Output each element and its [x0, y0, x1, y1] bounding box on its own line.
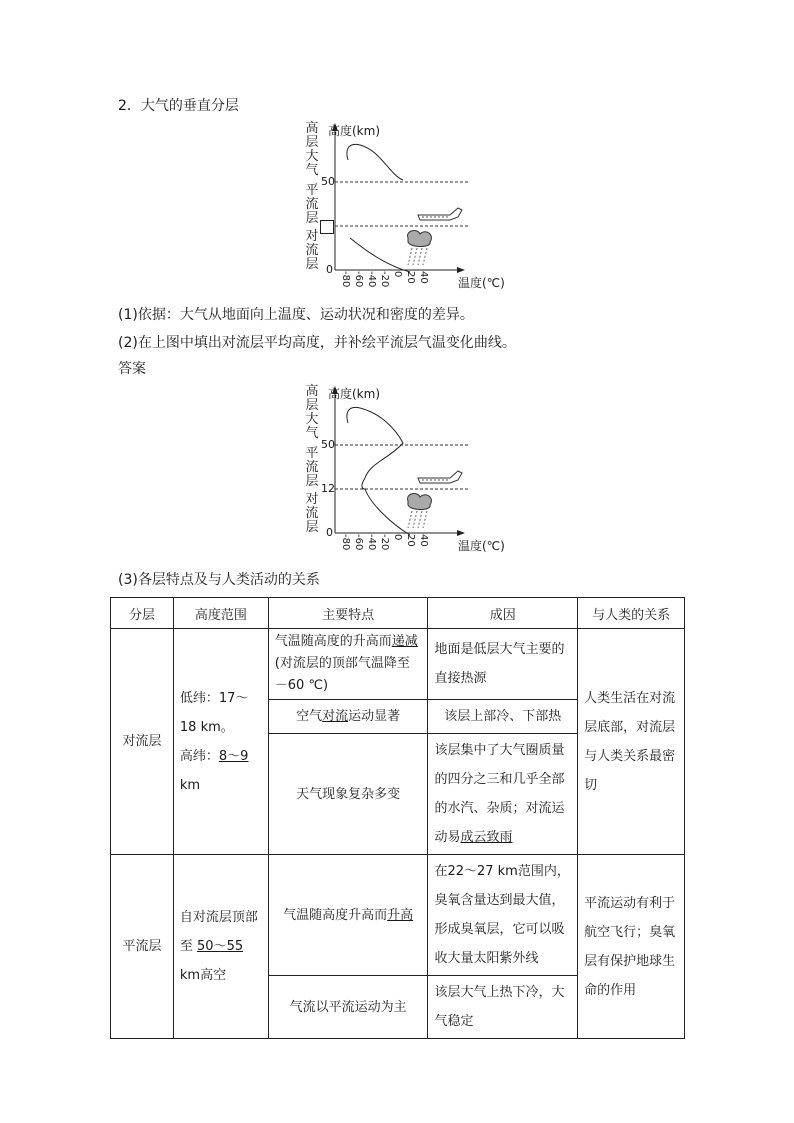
stratosphere-cause-2: 该层大气上热下冷，大气稳定 — [428, 976, 578, 1039]
label-troposphere: 对流层 — [305, 229, 319, 272]
x-tick: -20 — [379, 534, 390, 551]
blank-answer-box — [320, 220, 334, 234]
troposphere-relation: 人类生活在对流层底部，对流层与人类关系最密切 — [578, 629, 685, 855]
x-tick: 20 — [405, 534, 416, 547]
troposphere-feature-3: 天气现象复杂多变 — [268, 734, 428, 855]
table-caption: (3)各层特点及与人类活动的关系 — [118, 572, 320, 588]
answer-label: 答案 — [118, 361, 146, 377]
troposphere-range: 低纬：17～18 km。 高纬：8～9 km — [173, 629, 268, 855]
stratosphere-feature-2: 气流以平流运动为主 — [268, 976, 428, 1039]
x-tick: -60 — [353, 271, 364, 288]
table-row — [111, 629, 685, 700]
y-tick-0: 0 — [326, 526, 333, 539]
atmosphere-diagram-question — [290, 120, 520, 300]
y-tick-0: 0 — [326, 263, 333, 276]
troposphere-cause-2: 该层上部冷、下部热 — [428, 700, 578, 734]
section-heading: 2．大气的垂直分层 — [118, 98, 239, 114]
basis-line: (1)依据：大气从地面向上温度、运动状况和密度的差异。 — [118, 307, 474, 323]
layer-name-stratosphere: 平流层 — [111, 855, 174, 1039]
stratosphere-relation: 平流运动有利于航空飞行；臭氧层有保护地球生命的作用 — [578, 855, 685, 1039]
atmosphere-diagram-answer — [290, 383, 520, 563]
x-tick: -60 — [353, 534, 364, 551]
y-axis-label: 高度(km) — [328, 124, 381, 138]
y-tick-12: 12 — [321, 482, 335, 495]
x-axis-label: 温度(℃) — [458, 539, 505, 553]
label-stratosphere: 平流层 — [305, 183, 319, 226]
label-upper-atmosphere: 高层大气 — [305, 121, 319, 178]
x-tick: -40 — [366, 271, 377, 288]
x-tick: 40 — [418, 271, 429, 284]
x-tick: 20 — [405, 271, 416, 284]
troposphere-feature-1: 气温随高度的升高而递减(对流层的顶部气温降至－60 ℃) — [268, 629, 428, 700]
label-troposphere: 对流层 — [305, 492, 319, 535]
x-axis-label: 温度(℃) — [458, 276, 505, 290]
header-features: 主要特点 — [268, 598, 428, 629]
label-stratosphere: 平流层 — [305, 446, 319, 489]
x-tick: -20 — [379, 271, 390, 288]
header-height-range: 高度范围 — [173, 598, 268, 629]
stratosphere-feature-1: 气温随高度升高而升高 — [268, 855, 428, 976]
x-tick: -80 — [340, 271, 351, 288]
troposphere-feature-2: 空气对流运动显著 — [268, 700, 428, 734]
task-line: (2)在上图中填出对流层平均高度，并补绘平流层气温变化曲线。 — [118, 335, 516, 351]
x-tick: 0 — [392, 534, 403, 541]
troposphere-cause-3: 该层集中了大气圈质量的四分之三和几乎全部的水汽、杂质；对流运动易成云致雨 — [428, 734, 578, 855]
header-layer: 分层 — [111, 598, 174, 629]
y-axis-label: 高度(km) — [328, 387, 381, 401]
troposphere-cause-1: 地面是低层大气主要的直接热源 — [428, 629, 578, 700]
x-tick: 0 — [392, 271, 403, 278]
stratosphere-cause-1: 在22～27 km范围内，臭氧含量达到最大值，形成臭氧层，它可以吸收大量太阳紫外线 — [428, 855, 578, 976]
stratosphere-range: 自对流层顶部至 50～55 km高空 — [173, 855, 268, 1039]
x-tick: -40 — [366, 534, 377, 551]
x-tick: -80 — [340, 534, 351, 551]
layer-name-troposphere: 对流层 — [111, 629, 174, 855]
x-tick: 40 — [418, 534, 429, 547]
header-causes: 成因 — [428, 598, 578, 629]
header-relation: 与人类的关系 — [578, 598, 685, 629]
y-tick-50: 50 — [321, 438, 335, 451]
table-header-row — [111, 598, 685, 629]
label-upper-atmosphere: 高层大气 — [305, 384, 319, 441]
y-tick-50: 50 — [321, 175, 335, 188]
table-row — [111, 855, 685, 976]
layers-table — [110, 597, 685, 1039]
